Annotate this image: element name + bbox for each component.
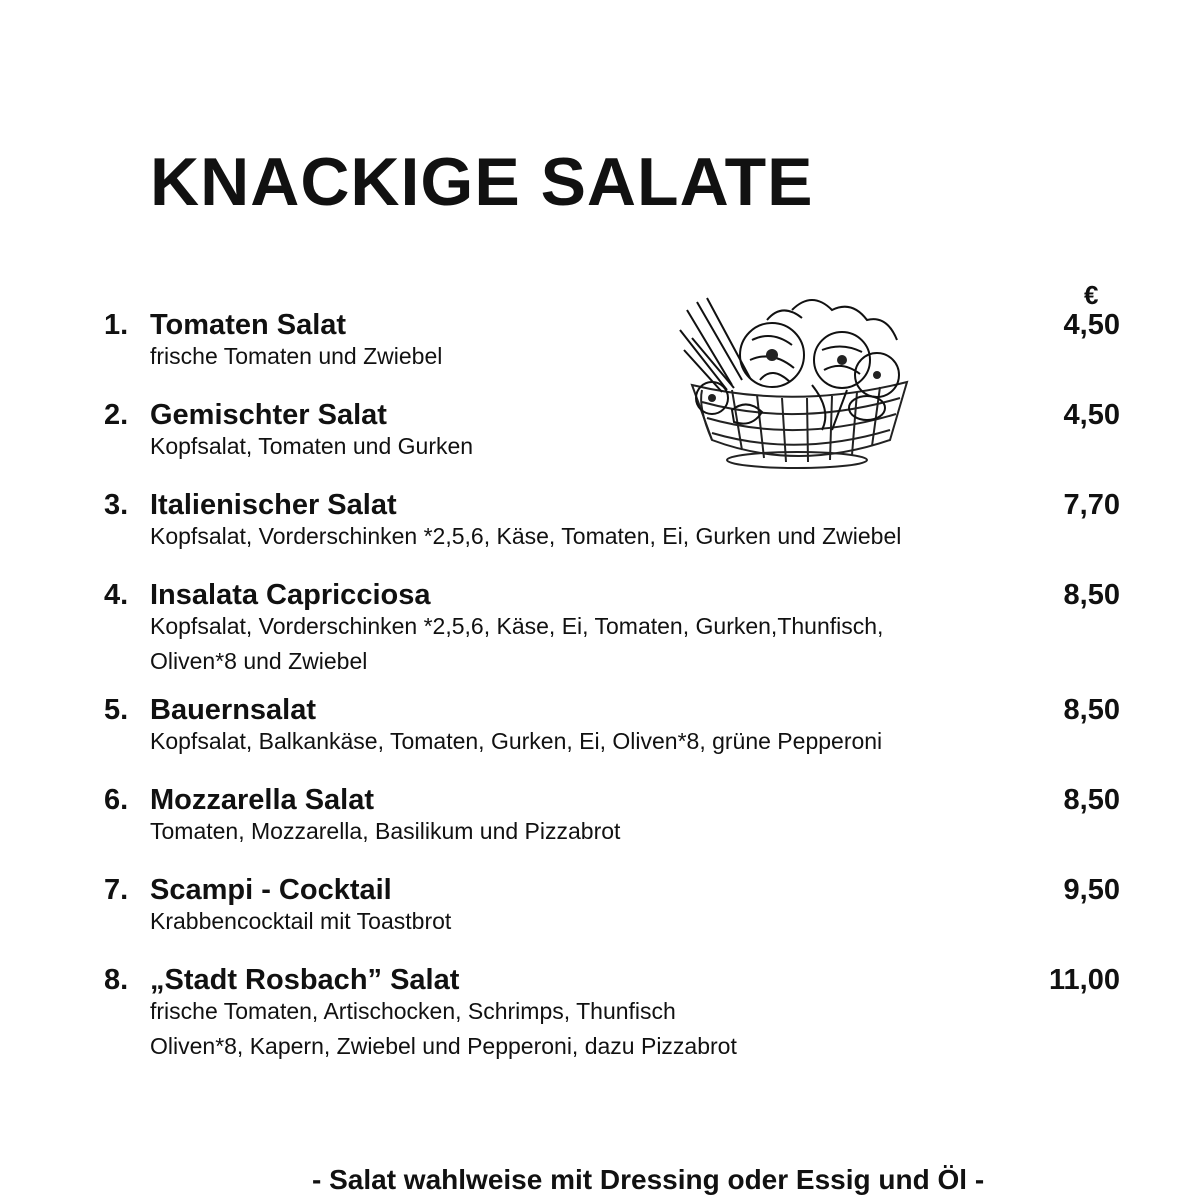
item-price: 9,50 (1063, 874, 1120, 906)
item-price: 7,70 (1063, 489, 1120, 521)
item-name: Tomaten Salat (150, 309, 347, 341)
item-name: Italienischer Salat (150, 489, 397, 521)
item-number: 5. (104, 694, 129, 726)
item-number: 1. (104, 309, 129, 341)
item-number: 8. (104, 964, 129, 996)
item-name: Insalata Capricciosa (150, 579, 431, 611)
currency-symbol: € (1084, 280, 1099, 310)
item-number: 3. (104, 489, 129, 521)
item-name: Mozzarella Salat (150, 784, 375, 816)
item-name: Scampi - Cocktail (150, 874, 392, 906)
item-price: 4,50 (1063, 399, 1120, 431)
item-price: 8,50 (1063, 694, 1120, 726)
item-number: 6. (104, 784, 129, 816)
item-price: 8,50 (1063, 579, 1120, 611)
item-description: frische Tomaten, Artischocken, Schrimps, Thunfisch Oliven*8, Kapern, Zwiebel und Pepperoni, dazu Pizzabrot (150, 998, 737, 1059)
item-description: Kopfsalat, Vorderschinken *2,5,6, Käse, Tomaten, Ei, Gurken und Zwiebel (150, 523, 902, 549)
item-description: Tomaten, Mozzarella, Basilikum und Pizzabrot (150, 818, 621, 844)
page-title: KNACKIGE SALATE (150, 144, 814, 220)
item-price: 4,50 (1063, 309, 1120, 341)
item-description: Kopfsalat, Vorderschinken *2,5,6, Käse, Ei, Tomaten, Gurken,Thunfisch, Oliven*8 und Zwiebel (150, 613, 884, 674)
item-name: „Stadt Rosbach” Salat (150, 964, 460, 996)
item-price: 8,50 (1063, 784, 1120, 816)
item-name: Gemischter Salat (150, 399, 387, 431)
item-price: 11,00 (1049, 964, 1120, 996)
item-number: 2. (104, 399, 129, 431)
item-description: Kopfsalat, Balkankäse, Tomaten, Gurken, Ei, Oliven*8, grüne Pepperoni (150, 728, 883, 754)
item-description: Krabbencocktail mit Toastbrot (150, 908, 452, 934)
item-name: Bauernsalat (150, 694, 317, 726)
item-number: 4. (104, 579, 129, 611)
item-number: 7. (104, 874, 129, 906)
item-description: Kopfsalat, Tomaten und Gurken (150, 433, 474, 459)
footer-note: - Salat wahlweise mit Dressing oder Essig und Öl - (312, 1164, 985, 1195)
item-description: frische Tomaten und Zwiebel (150, 343, 443, 369)
